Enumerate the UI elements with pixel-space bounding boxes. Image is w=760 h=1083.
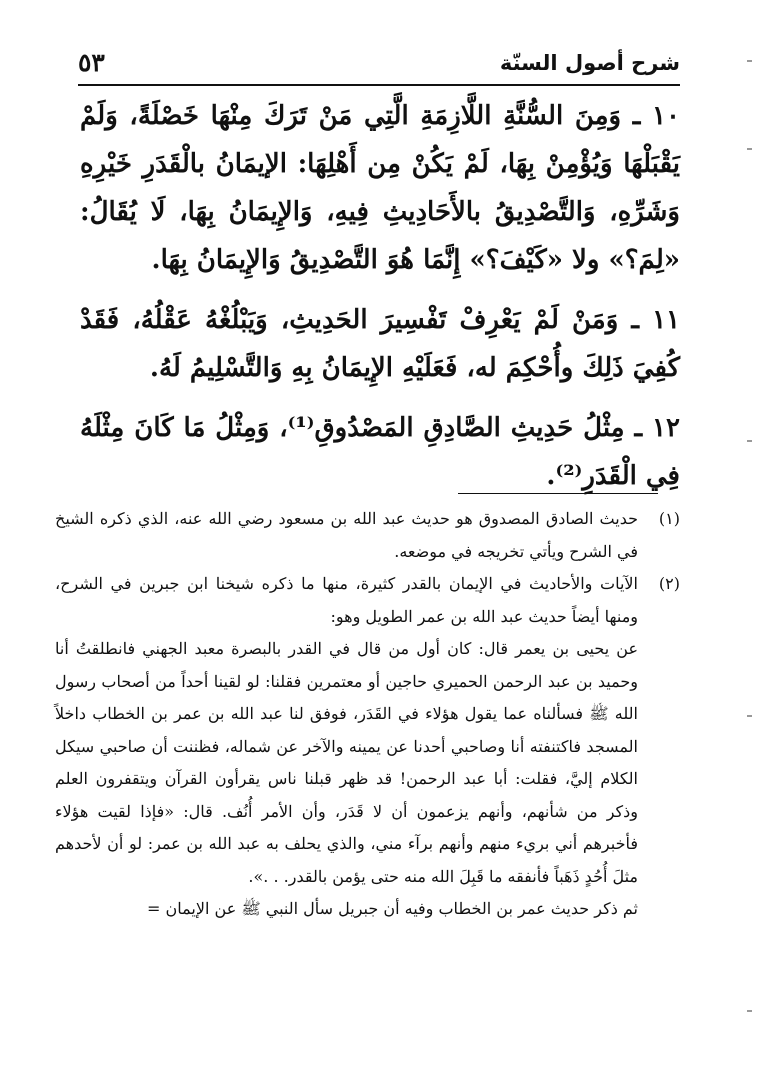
margin-tick [747,148,752,150]
page-header [78,48,680,82]
paragraph-number: ١٢ [652,413,680,443]
running-title: شرح أصول السنّة [499,51,680,75]
margin-tick [747,60,752,62]
page-number: ٥٣ [78,48,105,77]
footnote-text [55,568,638,926]
paragraph-text: ـ وَمَنْ لَمْ يَعْرِفْ تَفْسِيرَ الحَدِيثِ، وَيَبْلُغْهُ عَقْلُهُ، فَقَدْ كُفِيَ ذَلِكَ وأُحْكِمَ له، فَعَلَيْهِ الإِيمَانُ بِهِ وَالتَّسْلِيمُ لَهُ. [80,305,680,383]
footnote-text [55,503,638,568]
paragraph-10 [80,92,680,284]
footnote-2 [55,568,680,926]
footnote-line: الآيات والأحاديث في الإيمان بالقدر كثيرة، منها ما ذكره شيخنا ابن جبرين في الشرح، ومنها أيضاً حديث عبد الله بن عمر الطويل وهو: [55,574,638,626]
margin-tick [747,1010,752,1012]
paragraph-11 [80,296,680,392]
footnote-line: حديث الصادق المصدوق هو حديث عبد الله بن مسعود رضي الله عنه، الذي ذكره الشيخ في الشرح ويأتي تخريجه في موضعه. [55,509,638,561]
margin-tick [747,715,752,717]
paragraph-number: ١٠ [652,101,680,131]
footnote-marker: (١) [658,509,680,528]
margin-tick [747,440,752,442]
header-rule [78,84,680,86]
paragraph-text: ـ وَمِنَ السُّنَّةِ اللَّازِمَةِ الَّتِي مَنْ تَرَكَ مِنْهَا خَصْلَةً، وَلَمْ يَقْبَلْهَا وَيُؤْمِنْ بِهَا، لَمْ يَكُنْ مِن أَهْلِهَا: الإيمَانُ بالْقَدَرِ خَيْرِهِ وَشَرِّهِ، وَالتَّصْدِيقُ بالأَحَادِيثِ فِيهِ، وَالإِيمَانُ بِهَا، لَا يُقَالُ: «لِمَ؟» ولا «كَيْفَ؟» إِنَّمَا هُوَ التَّصْدِيقُ وَالإِيمَانُ بِهَا. [80,101,680,275]
footnote-line: عن يحيى بن يعمر قال: كان أول من قال في القدر بالبصرة معبد الجهني فانطلقتُ أنا وحميد بن عبد الرحمن الحميري حاجين أو معتمرين فقلنا: لو لقينا أحداً من أصحاب رسول الله ﷺ فسألناه عما يقول هؤلاء في القَدَر، فوفق لنا عبد الله بن عمر بن الخطاب داخلاً المسجد فاكتنفته أنا وصاحبي أحدنا عن يمينه والآخر عن شماله، فظننت أن صاحبي سيكل الكلام إليَّ، فقلت: أبا عبد الرحمن! قد ظهر قبلنا ناس يقرأون القرآن ويتقفرون العلم وذكر من شأنهم، وأنهم يزعمون أن لا قَدَر، وأن الأمر أُنُف. قال: «فإذا لقيت هؤلاء فأخبرهم أني بريء منهم وأنهم برآء مني، والذي يحلف به عبد الله بن عمر: لو أن لأحدهم مثلَ أُحُدٍ ذَهَباً فأنفقه ما قَبِلَ الله منه حتى يؤمن بالقدر. . .». [55,639,638,886]
footnote-separator [458,493,658,494]
footnote-line: ثم ذكر حديث عمر بن الخطاب وفيه أن جبريل سأل النبي ﷺ عن الإيمان = [147,899,638,918]
paragraph-text: ـ مِثْلُ حَدِيثِ الصَّادِقِ المَصْدُوقِ⁽¹⁾، وَمِثْلُ مَا كَانَ مِثْلَهُ فِي الْقَدَرِ⁽²⁾. [80,413,680,491]
footnotes [55,503,680,926]
footnote-marker: (٢) [658,574,680,593]
paragraph-number: ١١ [652,305,680,335]
footnote-1 [55,503,680,568]
main-text [80,92,680,512]
paragraph-12 [80,404,680,500]
